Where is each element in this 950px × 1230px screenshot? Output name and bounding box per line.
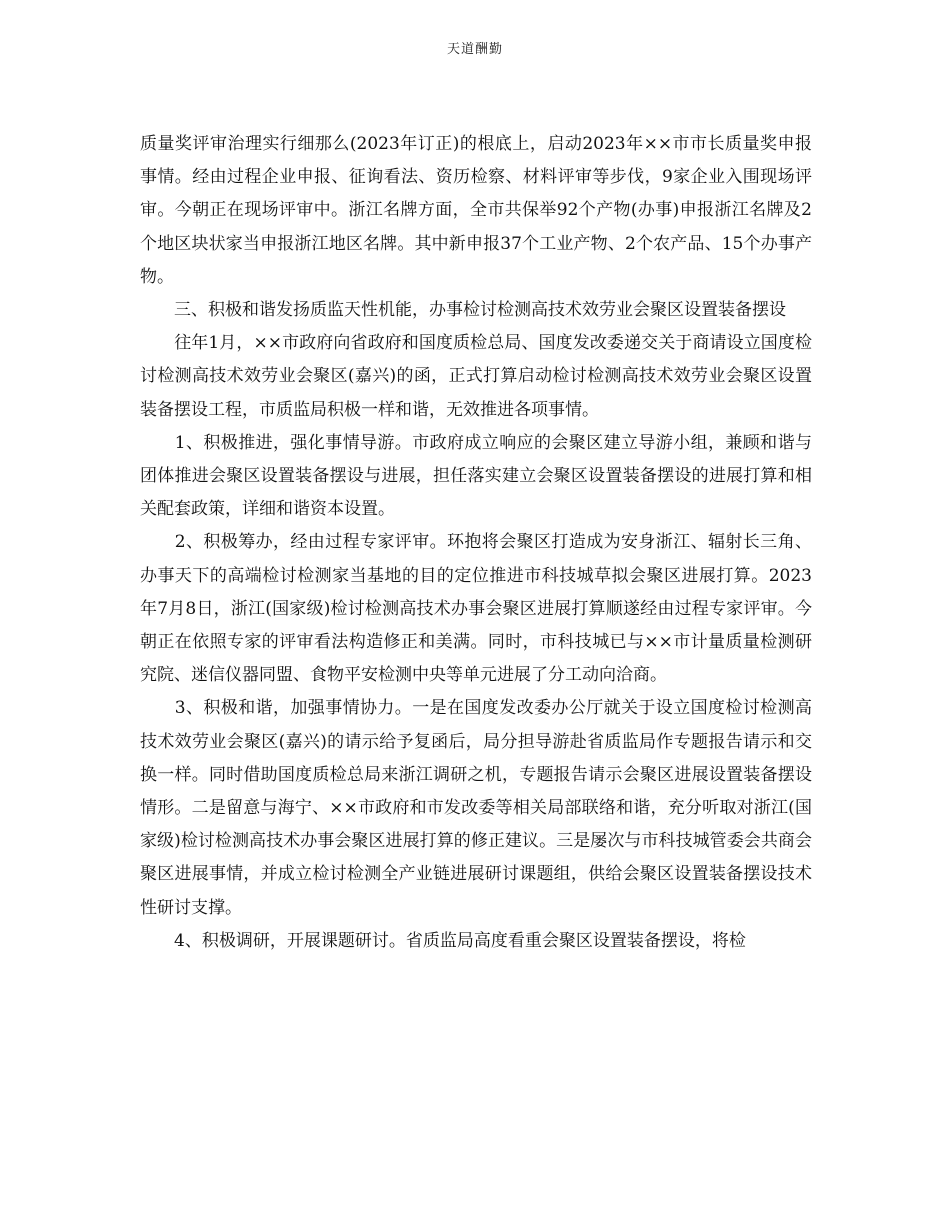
paragraph-4: 1、积极推进，强化事情导游。市政府成立响应的会聚区建立导游小组，兼顾和谐与团体推进会聚区设置装备摆设与进展，担任落实建立会聚区设置装备摆设的进展打算和相关配套政策，详细和谐资本设置。 — [140, 432, 812, 520]
paragraph-5: 2、积极筹办，经由过程专家评审。环抱将会聚区打造成为安身浙江、辐射长三角、办事天下的高端检讨检测家当基地的目的定位推进市科技城草拟会聚区进展打算。2023年7月8日，浙江(国家级)检讨检测高技术办事会聚区进展打算顺遂经由过程专家评审。今朝正在依照专家的评审看法构造修正和美满。同时，市科技城已与××市计量质量检测研究院、迷信仪器同盟、食物平安检测中央等单元进展了分工动向洽商。 — [140, 532, 812, 686]
paragraph-2: 三、积极和谐发扬质监天性机能，办事检讨检测高技术效劳业会聚区设置装备摆设 — [140, 300, 786, 321]
page-header: 天道酬勤 — [446, 42, 503, 57]
paragraph-1: 质量奖评审治理实行细那么(2023年订正)的根底上，启动2023年××市市长质量奖申报事情。经由过程企业申报、征询看法、资历检察、材料评审等步伐，9家企业入围现场评审。今朝正在现场评审中。浙江名牌方面，全市共保举92个产物(办事)申报浙江名牌及2个地区块状家当申报浙江地区名牌。其中新申报37个工业产物、2个农产品、15个办事产物。 — [140, 134, 812, 287]
paragraph-6: 3、积极和谐，加强事情协力。一是在国度发改委办公厅就关于设立国度检讨检测高技术效劳业会聚区(嘉兴)的请示给予复函后，局分担导游赴省质监局作专题报告请示和交换一样。同时借助国度质检总局来浙江调研之机，专题报告请示会聚区进展设置装备摆设情形。二是留意与海宁、××市政府和市发改委等相关局部联络和谐，充分听取对浙江(国家级)检讨检测高技术办事会聚区进展打算的修正建议。三是屡次与市科技城管委会共商会聚区进展事情，并成立检讨检测全产业链进展研讨课题组，供给会聚区设置装备摆设技术性研讨支撑。 — [140, 698, 812, 918]
paragraph-3: 往年1月，××市政府向省政府和国度质检总局、国度发改委递交关于商请设立国度检讨检测高技术效劳业会聚区(嘉兴)的函，正式打算启动检讨检测高技术效劳业会聚区设置装备摆设工程，市质监局积极一样和谐，无效推进各项事情。 — [140, 333, 812, 420]
paragraph-7: 4、积极调研，开展课题研讨。省质监局高度看重会聚区设置装备摆设，将检 — [140, 930, 746, 951]
document-body — [140, 128, 812, 958]
